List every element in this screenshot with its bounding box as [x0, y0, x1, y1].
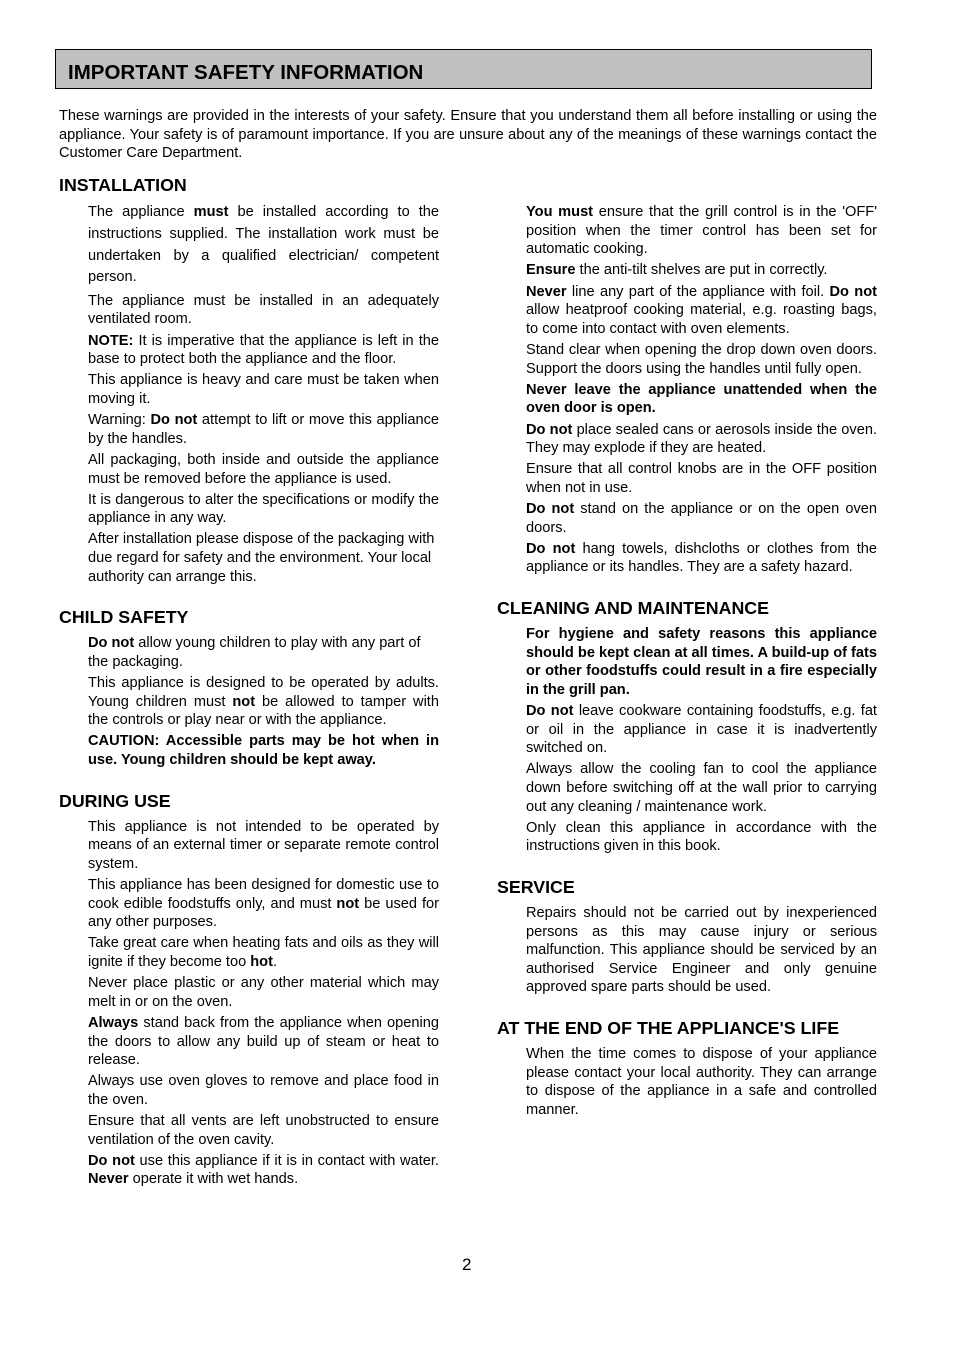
child-safety-paragraph: This appliance is designed to be operated by adults. Young children must not be allowed to tamper with the controls or play near or with the appliance. [88, 675, 439, 729]
installation-paragraph: After installation please dispose of the packaging with due regard for safety and the environment. Your local authority can arrange this. [88, 531, 435, 585]
child-safety-paragraph: Do not allow young children to play with any part of the packaging. [88, 635, 421, 670]
cleaning-warning: For hygiene and safety reasons this appliance should be kept clean at all times. A build-up of fats or other foodstuffs could result in a fire especially in the grill pan. [526, 626, 877, 698]
end-of-life-paragraph: When the time comes to dispose of your appliance please contact your local authority. They can arrange to dispose of the appliance in a safe and controlled manner. [526, 1045, 877, 1118]
installation-heading: INSTALLATION [59, 175, 187, 195]
cleaning-paragraph: Always allow the cooling fan to cool the appliance down before switching off at the wall prior to carrying out any cleaning / maintenance work. [526, 761, 877, 815]
during-use-paragraph: Always use oven gloves to remove and place food in the oven. [88, 1073, 439, 1108]
service-heading: SERVICE [497, 876, 575, 897]
installation-paragraph: The appliance must be installed according to the instructions supplied. The installation work must be undertaken by a qualified electrician/ competent person. [88, 204, 439, 286]
service-paragraph: Repairs should not be carried out by inexperienced persons as this may cause injury or serious malfunction. This appliance should be serviced by an authorised Service Engineer and only genuine approved spare parts should be used. [526, 904, 877, 996]
during-use-paragraph: Ensure the anti-tilt shelves are put in correctly. [526, 262, 828, 279]
installation-paragraph: Warning: Do not attempt to lift or move this appliance by the handles. [88, 412, 439, 447]
installation-paragraph: It is dangerous to alter the specifications or modify the appliance in any way. [88, 491, 439, 527]
during-use-paragraph: This appliance has been designed for domestic use to cook edible foodstuffs only, and must not be used for any other purposes. [88, 876, 439, 931]
during-use-paragraph: Always stand back from the appliance when opening the doors to allow any build up of steam or heat to release. [88, 1014, 439, 1069]
title-banner [55, 49, 872, 89]
cleaning-paragraph: Do not leave cookware containing foodstuffs, e.g. fat or oil in the appliance in case it is inadvertently switched on. [526, 703, 877, 757]
during-use-warning: Never leave the appliance unattended when the oven door is open. [526, 381, 877, 417]
installation-paragraph: This appliance is heavy and care must be taken when moving it. [88, 372, 439, 407]
during-use-heading: DURING USE [59, 790, 171, 811]
during-use-paragraph: Do not use this appliance if it is in contact with water. Never operate it with wet hands. [88, 1152, 439, 1188]
installation-paragraph: All packaging, both inside and outside the appliance must be removed before the appliance is used. [88, 451, 439, 487]
right-column [497, 203, 877, 1119]
page-number: 2 [462, 1255, 472, 1274]
page-title: IMPORTANT SAFETY INFORMATION [68, 61, 424, 84]
during-use-paragraph: Do not stand on the appliance or on the open oven doors. [526, 501, 877, 536]
during-use-paragraph: Never place plastic or any other material which may melt in or on the oven. [88, 975, 439, 1010]
child-safety-caution: CAUTION: Accessible parts may be hot when in use. Young children should be kept away. [88, 733, 439, 768]
installation-paragraph: The appliance must be installed in an adequately ventilated room. [88, 292, 439, 328]
during-use-paragraph: Do not place sealed cans or aerosols inside the oven. They may explode if they are heated. [526, 421, 877, 457]
during-use-paragraph: Never line any part of the appliance with foil. Do not allow heatproof cooking material, e.g. roasting bags, to come into contact with oven elements. [526, 283, 877, 337]
during-use-paragraph: This appliance is not intended to be operated by means of an external timer or separate remote control system. [88, 818, 439, 872]
intro-paragraph: These warnings are provided in the interests of your safety. Ensure that you understand them all before installing or using the appliance. Your safety is of paramount importance. If you are unsure about any of the meanings of these warnings contact the Customer Care Department. [59, 108, 877, 162]
during-use-paragraph: Ensure that all vents are left unobstructed to ensure ventilation of the oven cavity. [88, 1113, 439, 1148]
cleaning-paragraph: Only clean this appliance in accordance with the instructions given in this book. [526, 819, 877, 855]
cleaning-heading: CLEANING AND MAINTENANCE [497, 598, 769, 619]
during-use-paragraph: You must ensure that the grill control is in the 'OFF' position when the timer control has been set for automatic cooking. [526, 204, 877, 258]
during-use-paragraph: Ensure that all control knobs are in the OFF position when not in use. [526, 461, 877, 496]
during-use-paragraph: Stand clear when opening the drop down oven doors. Support the doors using the handles until fully open. [526, 341, 877, 377]
during-use-paragraph: Take great care when heating fats and oils as they will ignite if they become too hot. [88, 935, 439, 970]
end-of-life-heading: AT THE END OF THE APPLIANCE'S LIFE [497, 1017, 840, 1038]
installation-paragraph: NOTE: It is imperative that the appliance is left in the base to protect both the appliance and the floor. [88, 332, 439, 368]
child-safety-heading: CHILD SAFETY [59, 607, 189, 628]
left-column [59, 174, 439, 1189]
during-use-paragraph: Do not hang towels, dishcloths or clothes from the appliance or its handles. They are a safety hazard. [526, 540, 878, 576]
